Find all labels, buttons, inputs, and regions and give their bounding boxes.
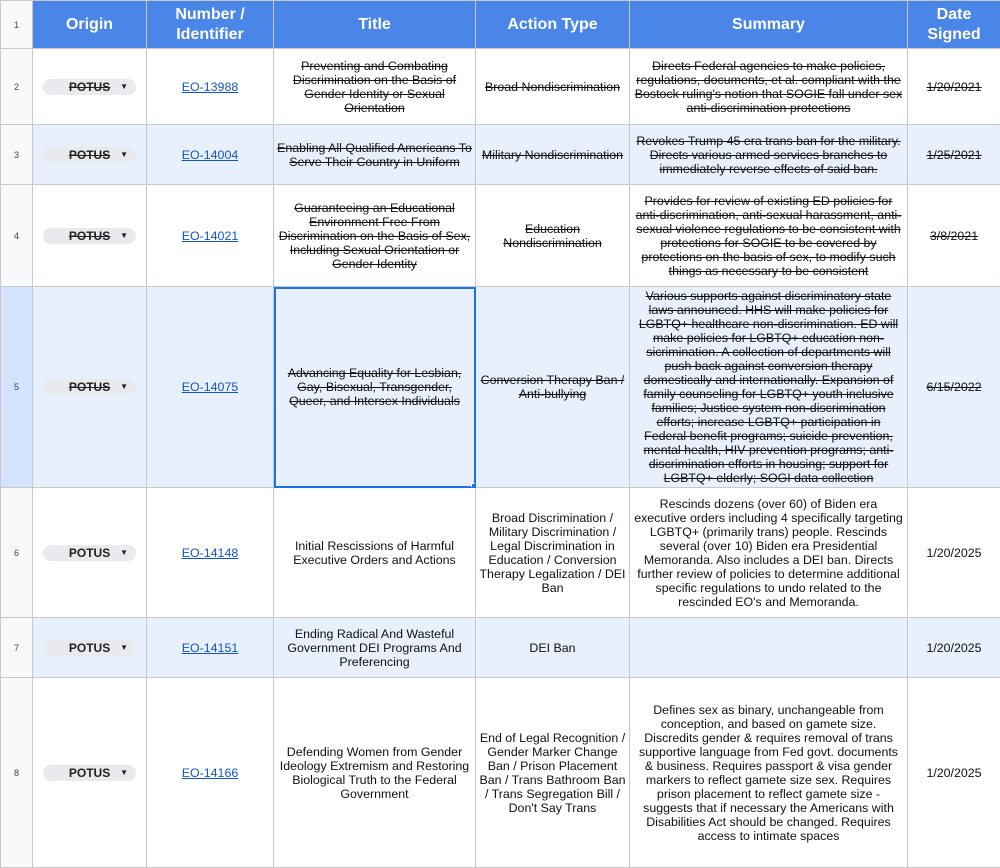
number-cell[interactable]: [147, 185, 274, 287]
dropdown-arrow-icon[interactable]: ▼: [120, 148, 128, 162]
origin-cell[interactable]: [33, 125, 147, 185]
origin-value: POTUS: [53, 641, 120, 655]
row-number[interactable]: 2: [1, 49, 33, 125]
origin-cell[interactable]: [33, 287, 147, 488]
table-row: [1, 185, 1000, 287]
origin-cell[interactable]: [33, 618, 147, 678]
origin-value: POTUS: [53, 148, 120, 162]
number-cell[interactable]: [147, 678, 274, 868]
origin-dropdown[interactable]: [43, 147, 136, 163]
origin-dropdown[interactable]: [43, 765, 136, 781]
origin-value: POTUS: [53, 546, 120, 560]
summary-cell[interactable]: Various supports against discriminatory state laws announced. HHS will make policies for LGBTQ+ healthcare non-discrimination. ED will make policies for LGBTQ+ education non-sicrimination. A collection of departments will push back against conversion therapy domestically and internationally. Expansion of family counseling for LGBTQ+ youth inclusive families; Justice system non-discrimination efforts; increase LGBTQ+ participation in Federal benefit programs; suicide prevention, mental health, HIV prevention programs; anti-discrimination efforts in housing; support for LGBTQ+ elderly; SOGI data collection: [630, 287, 908, 488]
origin-value: POTUS: [53, 80, 120, 94]
number-cell[interactable]: [147, 488, 274, 618]
title-cell[interactable]: Initial Rescissions of Harmful Executive Orders and Actions: [274, 488, 476, 618]
dropdown-arrow-icon[interactable]: ▼: [120, 766, 128, 780]
origin-cell[interactable]: [33, 678, 147, 868]
header-origin[interactable]: Origin: [33, 1, 147, 49]
row-number[interactable]: 3: [1, 125, 33, 185]
date-cell[interactable]: 1/20/2025: [908, 678, 1000, 868]
dropdown-arrow-icon[interactable]: ▼: [120, 80, 128, 94]
eo-link[interactable]: EO-14075: [182, 380, 238, 394]
action-type-cell[interactable]: Education Nondiscrimination: [476, 185, 630, 287]
date-cell[interactable]: 1/20/2021: [908, 49, 1000, 125]
summary-cell[interactable]: Defines sex as binary, unchangeable from conception, and based on gamete size. Discredits gender & requires removal of trans supportive language from Fed govt. documents & business. Requires passport & visa gender markers to reflect gamete size sex. Requires prison placement to reflect gamete size - suggests that if necessary the Americans with Disabilities Act should be changed. Requires access to intimate spaces: [630, 678, 908, 868]
eo-link[interactable]: EO-14148: [182, 546, 238, 560]
dropdown-arrow-icon[interactable]: ▼: [120, 641, 128, 655]
date-cell[interactable]: 6/15/2022: [908, 287, 1000, 488]
origin-value: POTUS: [53, 380, 120, 394]
header-title[interactable]: Title: [274, 1, 476, 49]
action-type-cell[interactable]: Broad Discrimination / Military Discrimination / Legal Discrimination in Education / Conversion Therapy Legalization / DEI Ban: [476, 488, 630, 618]
header-date-signed[interactable]: Date Signed: [908, 1, 1000, 49]
date-cell[interactable]: 1/25/2021: [908, 125, 1000, 185]
header-number[interactable]: Number / Identifier: [147, 1, 274, 49]
header-row: [1, 1, 1000, 49]
action-type-cell[interactable]: Military Nondiscrimination: [476, 125, 630, 185]
eo-link[interactable]: EO-14021: [182, 229, 238, 243]
summary-cell[interactable]: [630, 618, 908, 678]
action-type-cell[interactable]: End of Legal Recognition / Gender Marker Change Ban / Prison Placement Ban / Trans Bathroom Ban / Trans Segregation Bill / Don't Say Trans: [476, 678, 630, 868]
summary-cell[interactable]: Revokes Trump 45 era trans ban for the military. Directs various armed services branches to immediately reverse effects of said ban.: [630, 125, 908, 185]
table-row: [1, 287, 1000, 488]
summary-cell[interactable]: Provides for review of existing ED policies for anti-discrimination, anti-sexual harassment, anti-sexual violence regulations to be consistent with protections for SOGIE to be covered by protections on the basis of sex, to modify such things as necessary to be consistent: [630, 185, 908, 287]
eo-link[interactable]: EO-14004: [182, 148, 238, 162]
number-cell[interactable]: [147, 287, 274, 488]
title-cell[interactable]: Guaranteeing an Educational Environment Free From Discrimination on the Basis of Sex, Including Sexual Orientation or Gender Identity: [274, 185, 476, 287]
origin-cell[interactable]: [33, 488, 147, 618]
title-cell[interactable]: Ending Radical And Wasteful Government DEI Programs And Preferencing: [274, 618, 476, 678]
title-cell[interactable]: Defending Women from Gender Ideology Extremism and Restoring Biological Truth to the Federal Government: [274, 678, 476, 868]
action-type-cell[interactable]: Broad Nondiscrimination: [476, 49, 630, 125]
title-text: Advancing Equality for Lesbian, Gay, Bisexual, Transgender, Queer, and Intersex Individuals: [288, 366, 462, 408]
row-number[interactable]: 4: [1, 185, 33, 287]
header-action-type[interactable]: Action Type: [476, 1, 630, 49]
table-row: [1, 618, 1000, 678]
row-number[interactable]: 8: [1, 678, 33, 868]
date-cell[interactable]: 3/8/2021: [908, 185, 1000, 287]
origin-value: POTUS: [53, 766, 120, 780]
origin-dropdown[interactable]: [43, 379, 136, 395]
title-cell-selected[interactable]: [274, 287, 476, 488]
origin-dropdown[interactable]: [43, 545, 136, 561]
row-number[interactable]: 1: [1, 1, 33, 49]
dropdown-arrow-icon[interactable]: ▼: [120, 546, 128, 560]
summary-cell[interactable]: Directs Federal agencies to make policies, regulations, documents, et al. compliant with the Bostock ruling's notion that SOGIE fall under sex anti-discrimination protections: [630, 49, 908, 125]
row-number[interactable]: 5: [1, 287, 33, 488]
eo-link[interactable]: EO-13988: [182, 80, 238, 94]
row-number[interactable]: 7: [1, 618, 33, 678]
number-cell[interactable]: [147, 49, 274, 125]
number-cell[interactable]: [147, 125, 274, 185]
eo-link[interactable]: EO-14151: [182, 641, 238, 655]
date-cell[interactable]: 1/20/2025: [908, 618, 1000, 678]
table-row: [1, 49, 1000, 125]
title-cell[interactable]: Enabling All Qualified Americans To Serve Their Country in Uniform: [274, 125, 476, 185]
action-type-cell[interactable]: DEI Ban: [476, 618, 630, 678]
row-number[interactable]: 6: [1, 488, 33, 618]
table-row: [1, 678, 1000, 868]
dropdown-arrow-icon[interactable]: ▼: [120, 229, 128, 243]
dropdown-arrow-icon[interactable]: ▼: [120, 380, 128, 394]
number-cell[interactable]: [147, 618, 274, 678]
origin-dropdown[interactable]: [43, 79, 136, 95]
origin-cell[interactable]: [33, 49, 147, 125]
date-cell[interactable]: 1/20/2025: [908, 488, 1000, 618]
origin-dropdown[interactable]: [43, 640, 136, 656]
table-row: [1, 125, 1000, 185]
summary-cell[interactable]: Rescinds dozens (over 60) of Biden era executive orders including 4 specifically targeting LGBTQ+ (primarily trans) people. Rescinds several (over 10) Biden era Presidential Memoranda. Also includes a DEI ban. Directs further review of policies to determine additional specific regulations to undo related to the rescinded EO's and Memoranda.: [630, 488, 908, 618]
fill-handle[interactable]: [471, 483, 476, 488]
action-type-cell[interactable]: Conversion Therapy Ban / Anti-bullying: [476, 287, 630, 488]
origin-cell[interactable]: [33, 185, 147, 287]
eo-link[interactable]: EO-14166: [182, 766, 238, 780]
title-cell[interactable]: Preventing and Combating Discrimination on the Basis of Gender Identity or Sexual Orientation: [274, 49, 476, 125]
table-row: [1, 488, 1000, 618]
header-summary[interactable]: Summary: [630, 1, 908, 49]
origin-dropdown[interactable]: [43, 228, 136, 244]
origin-value: POTUS: [53, 229, 120, 243]
